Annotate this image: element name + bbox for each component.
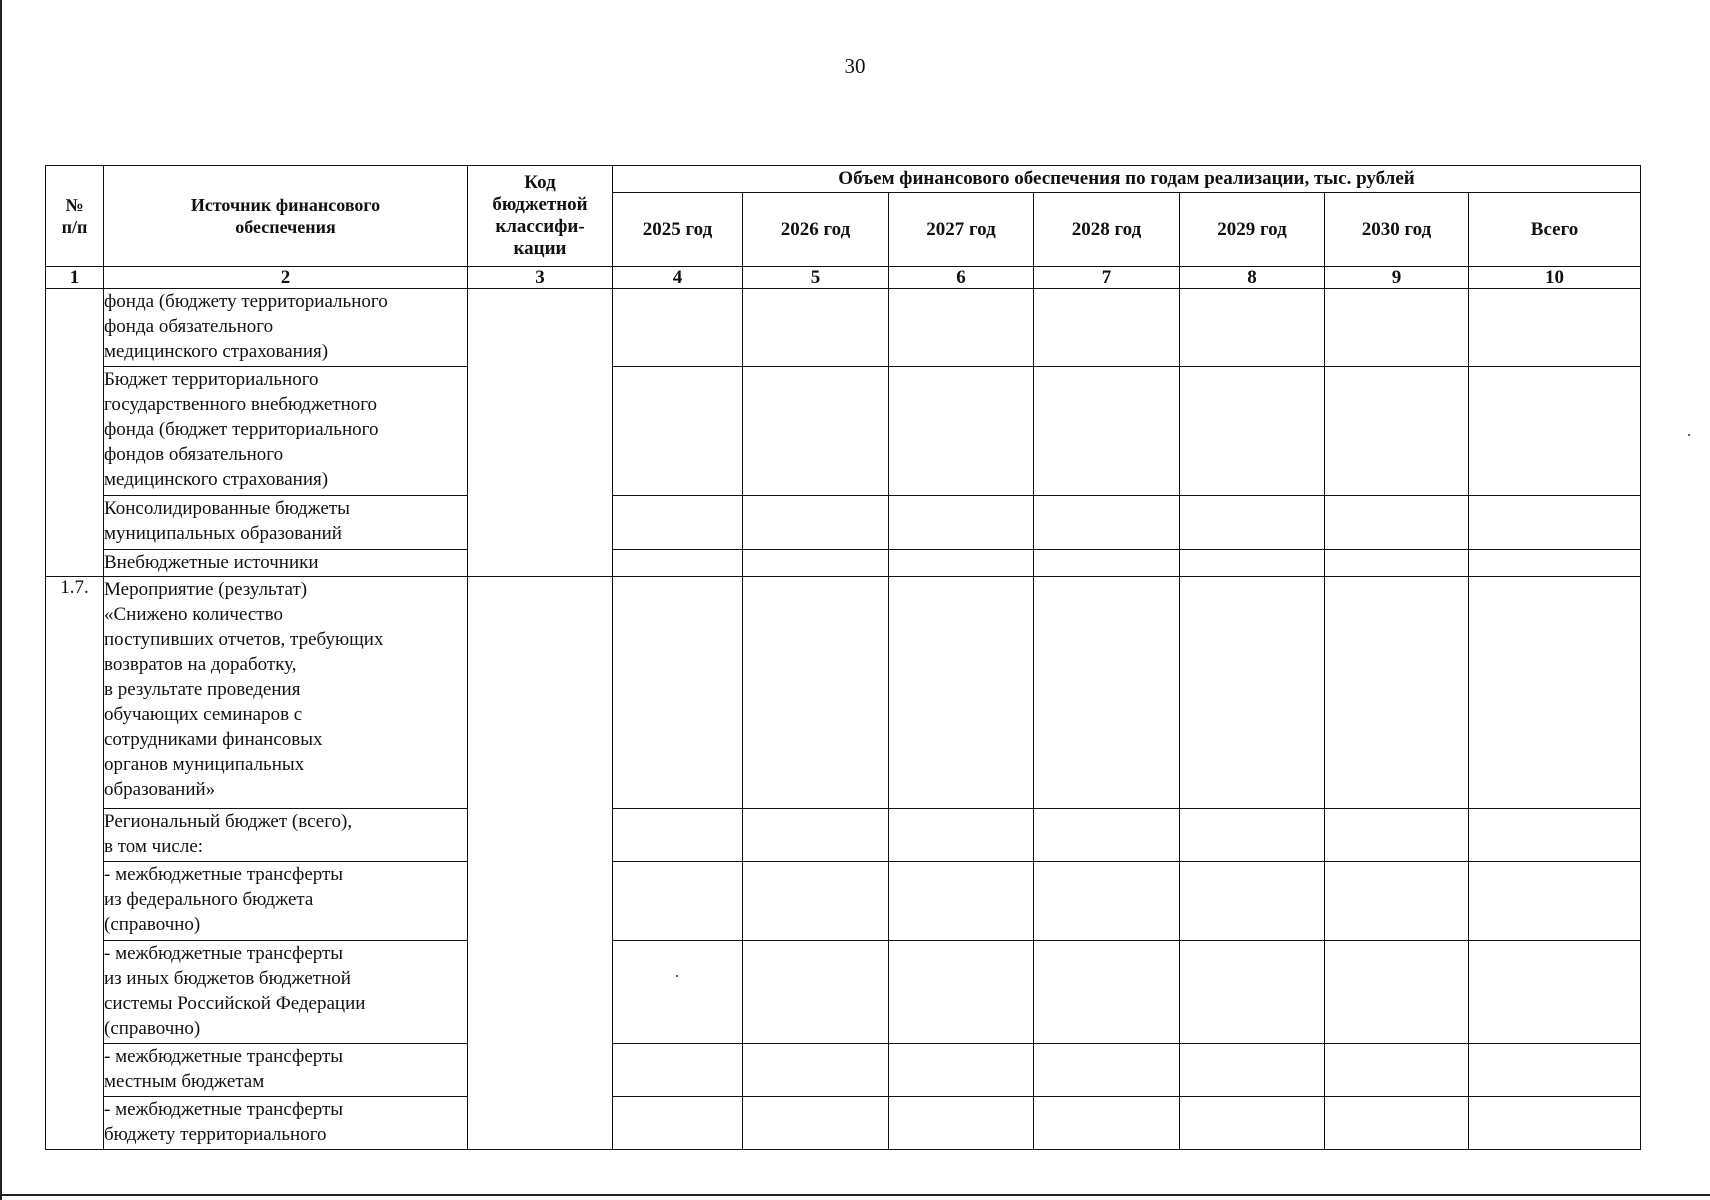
source-cell: [104, 941, 468, 1044]
value-cell-2026: [743, 550, 889, 577]
source-text-line: - межбюджетные трансферты: [104, 1046, 344, 1067]
column-index: 8: [1180, 267, 1325, 289]
value-cell-2030: [1325, 577, 1469, 809]
table-row: [46, 1044, 1641, 1097]
source-text-line: (справочно): [104, 914, 201, 935]
value-cell-2028: [1034, 550, 1180, 577]
table-row: [46, 1097, 1641, 1150]
value-cell-2028: [1034, 1097, 1180, 1150]
source-cell: [104, 550, 468, 577]
value-cell-2028: [1034, 289, 1180, 367]
source-text-line: Внебюджетные источники: [104, 552, 319, 573]
source-text-line: государственного внебюджетного: [104, 394, 378, 415]
table-row: [46, 550, 1641, 577]
value-cell-2028: [1034, 1044, 1180, 1097]
value-cell-total: [1469, 1044, 1641, 1097]
value-cell-2027: [889, 367, 1034, 496]
table-body: [46, 289, 1641, 1150]
column-index: 2: [104, 267, 468, 289]
value-cell-2026: [743, 289, 889, 367]
value-cell-2026: [743, 941, 889, 1044]
value-cell-total: [1469, 862, 1641, 941]
value-cell-2030: [1325, 496, 1469, 550]
value-cell-2029: [1180, 496, 1325, 550]
value-cell-2027: [889, 1097, 1034, 1150]
source-text-line: Консолидированные бюджеты: [104, 498, 350, 519]
value-cell-2028: [1034, 577, 1180, 809]
header-number-line: №: [65, 195, 84, 215]
value-cell-total: [1469, 1097, 1641, 1150]
source-text-line: фондов обязательного: [104, 444, 284, 465]
value-cell-2030: [1325, 289, 1469, 367]
source-text-line: в том числе:: [104, 836, 204, 857]
value-cell-2028: [1034, 941, 1180, 1044]
header-code-line: бюджетной: [492, 194, 588, 215]
source-text-line: муниципальных образований: [104, 523, 342, 544]
value-cell-total: [1469, 941, 1641, 1044]
value-cell-2025: [613, 496, 743, 550]
column-index: 6: [889, 267, 1034, 289]
value-cell-2029: [1180, 1097, 1325, 1150]
source-text-line: - межбюджетные трансферты: [104, 1099, 344, 1120]
value-cell-2029: [1180, 289, 1325, 367]
value-cell-2029: [1180, 809, 1325, 862]
value-cell-total: [1469, 289, 1641, 367]
value-cell-2029: [1180, 577, 1325, 809]
scan-speck: [1688, 434, 1690, 436]
source-text-line: фонда (бюджет территориального: [104, 419, 379, 440]
value-cell-2025: [613, 550, 743, 577]
value-cell-2028: [1034, 367, 1180, 496]
source-text-line: бюджету территориального: [104, 1124, 327, 1145]
header-code-line: Код: [524, 172, 556, 193]
source-cell: [104, 496, 468, 550]
source-text-line: - межбюджетные трансферты: [104, 864, 344, 885]
source-text-line: медицинского страхования): [104, 341, 329, 362]
header-source-line: обеспечения: [235, 217, 336, 237]
value-cell-2029: [1180, 550, 1325, 577]
value-cell-2027: [889, 577, 1034, 809]
source-cell: [104, 577, 468, 809]
row-number-cell: 1.7.: [46, 577, 104, 1150]
value-cell-2025: [613, 809, 743, 862]
source-text-line: местным бюджетам: [104, 1071, 265, 1092]
value-cell-2025: [613, 1097, 743, 1150]
value-cell-2027: [889, 496, 1034, 550]
source-text-line: фонда (бюджету территориального: [104, 291, 388, 312]
value-cell-2029: [1180, 367, 1325, 496]
header-year-2025: 2025 год: [613, 193, 743, 267]
column-index: 1: [46, 267, 104, 289]
value-cell-2025: [613, 862, 743, 941]
header-year-2030: 2030 год: [1325, 193, 1469, 267]
header-budget-code: [468, 166, 613, 267]
source-cell: [104, 367, 468, 496]
value-cell-2029: [1180, 862, 1325, 941]
header-year-2029: 2029 год: [1180, 193, 1325, 267]
column-index: 3: [468, 267, 613, 289]
value-cell-2025: [613, 577, 743, 809]
column-index: 7: [1034, 267, 1180, 289]
source-text-line: системы Российской Федерации: [104, 993, 366, 1014]
table-row: [46, 577, 1641, 809]
source-text-line: «Снижено количество: [104, 604, 283, 625]
source-text-line: Региональный бюджет (всего),: [104, 811, 353, 832]
source-text-line: фонда обязательного: [104, 316, 274, 337]
header-year-2028: 2028 год: [1034, 193, 1180, 267]
scan-edge-bottom: [0, 1194, 1710, 1196]
table-header: [46, 166, 1641, 289]
table-row: [46, 941, 1641, 1044]
value-cell-2029: [1180, 941, 1325, 1044]
value-cell-2030: [1325, 862, 1469, 941]
source-cell: [104, 1044, 468, 1097]
value-cell-2030: [1325, 1044, 1469, 1097]
source-text-line: (справочно): [104, 1018, 201, 1039]
column-index: 9: [1325, 267, 1469, 289]
source-text-line: органов муниципальных: [104, 754, 305, 775]
value-cell-2026: [743, 809, 889, 862]
value-cell-2030: [1325, 941, 1469, 1044]
value-cell-2027: [889, 289, 1034, 367]
source-cell: [104, 1097, 468, 1150]
value-cell-2030: [1325, 1097, 1469, 1150]
column-index: 4: [613, 267, 743, 289]
value-cell-2028: [1034, 862, 1180, 941]
value-cell-2027: [889, 862, 1034, 941]
value-cell-total: [1469, 367, 1641, 496]
source-text-line: поступивших отчетов, требующих: [104, 629, 384, 650]
header-code-line: классифи-: [495, 216, 585, 237]
source-text-line: - межбюджетные трансферты: [104, 943, 344, 964]
table-row: [46, 367, 1641, 496]
value-cell-2026: [743, 862, 889, 941]
source-text-line: образований»: [104, 779, 216, 800]
column-index: 5: [743, 267, 889, 289]
value-cell-2027: [889, 941, 1034, 1044]
header-volume: Объем финансового обеспечения по годам реализации, тыс. рублей: [613, 166, 1641, 193]
value-cell-2027: [889, 1044, 1034, 1097]
source-text-line: медицинского страхования): [104, 469, 329, 490]
source-text-line: Бюджет территориального: [104, 369, 319, 390]
header-number: [46, 166, 104, 267]
value-cell-2025: [613, 1044, 743, 1097]
source-cell: [104, 862, 468, 941]
row-number-cell: [46, 289, 104, 577]
scan-edge-left: [0, 0, 2, 1200]
table-row: [46, 496, 1641, 550]
header-number-line: п/п: [61, 217, 88, 237]
value-cell-2026: [743, 577, 889, 809]
source-text-line: из федерального бюджета: [104, 889, 314, 910]
value-cell-2026: [743, 496, 889, 550]
value-cell-2026: [743, 1097, 889, 1150]
value-cell-total: [1469, 550, 1641, 577]
column-index: 10: [1469, 267, 1641, 289]
column-index-row: [46, 267, 1641, 289]
header-year-2027: 2027 год: [889, 193, 1034, 267]
source-cell: [104, 289, 468, 367]
budget-code-cell: [468, 577, 613, 1150]
value-cell-2027: [889, 550, 1034, 577]
value-cell-2026: [743, 367, 889, 496]
table-row: [46, 809, 1641, 862]
source-text-line: в результате проведения: [104, 679, 301, 700]
value-cell-2028: [1034, 809, 1180, 862]
value-cell-total: [1469, 809, 1641, 862]
header-source: [104, 166, 468, 267]
value-cell-2030: [1325, 809, 1469, 862]
value-cell-2025: [613, 367, 743, 496]
value-cell-2029: [1180, 1044, 1325, 1097]
source-text-line: Мероприятие (результат): [104, 579, 308, 600]
table-row: [46, 862, 1641, 941]
header-source-line: Источник финансового: [190, 195, 381, 215]
value-cell-2030: [1325, 367, 1469, 496]
source-cell: [104, 809, 468, 862]
value-cell-2025: [613, 289, 743, 367]
financing-table: [45, 165, 1641, 1150]
header-year-2026: 2026 год: [743, 193, 889, 267]
source-text-line: возвратов на доработку,: [104, 654, 297, 675]
value-cell-2028: [1034, 496, 1180, 550]
source-text-line: сотрудниками финансовых: [104, 729, 323, 750]
source-text-line: обучающих семинаров с: [104, 704, 303, 725]
value-cell-2025: [613, 941, 743, 1044]
value-cell-total: [1469, 496, 1641, 550]
table-row: [46, 289, 1641, 367]
value-cell-2026: [743, 1044, 889, 1097]
budget-code-cell: [468, 289, 613, 577]
header-code-line: кации: [513, 238, 567, 259]
value-cell-2027: [889, 809, 1034, 862]
value-cell-total: [1469, 577, 1641, 809]
header-total: Всего: [1469, 193, 1641, 267]
source-text-line: из иных бюджетов бюджетной: [104, 968, 351, 989]
value-cell-2030: [1325, 550, 1469, 577]
page-number: 30: [844, 54, 866, 78]
